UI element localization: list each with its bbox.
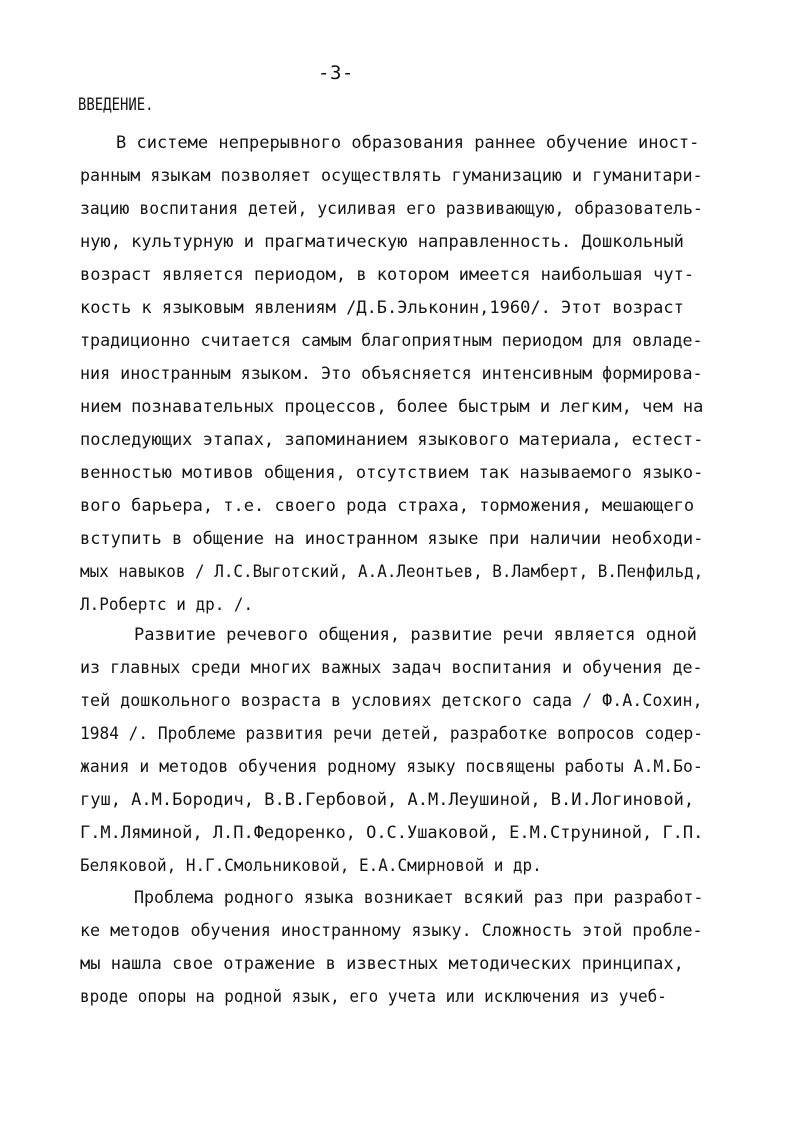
text-line: тей дошкольного возраста в условиях детского сада / Ф.А.Сохин, [80, 691, 703, 711]
text-line: Л.Робертс и др. /. [80, 595, 254, 615]
text-line: ния иностранным языком. Это объясняется интенсивным формирова- [80, 364, 703, 384]
text-line: вроде опоры на родной язык, его учета или исключения из учеб- [80, 987, 667, 1007]
text-line: В системе непрерывного образования раннее обучение иност- [116, 133, 700, 153]
section-heading: ВВЕДЕНИЕ. [78, 95, 154, 115]
text-line: Беляковой, Н.Г.Смольниковой, Е.А.Смирновой и др. [80, 856, 542, 876]
text-line: 1984 /. Проблеме развития речи детей, разработке вопросов содер- [80, 724, 704, 744]
text-line: зацию воспитания детей, усиливая его развивающую, образователь- [80, 199, 703, 219]
text-line: вого барьера, т.е. своего рода страха, торможения, мешающего [80, 496, 695, 516]
text-line: традиционно считается самым благоприятным периодом для овладе- [80, 331, 703, 351]
text-line: из главных среди многих важных задач воспитания и обучения де- [80, 658, 703, 678]
page-number: -3- [318, 62, 354, 84]
text-line: ке методов обучения иностранному языку. Сложность этой пробле- [80, 921, 703, 941]
text-line: венностью мотивов общения, отсутствием так называемого языко- [80, 463, 704, 483]
text-line: жания и методов обучения родному языку посвящены работы А.М.Бо- [80, 757, 703, 777]
text-line: мы нашла свое отражение в известных методических принципах, [80, 954, 684, 974]
text-line: кость к языковым явлениям /Д.Б.Эльконин,1960/. Этот возраст [80, 298, 684, 318]
text-line: гуш, А.М.Бородич, В.В.Гербовой, А.М.Леушиной, В.И.Логиновой, [80, 790, 695, 810]
text-line: возраст является периодом, в котором имеется наибольшая чут- [80, 265, 695, 285]
text-line: Развитие речевого общения, развитие речи является одной [134, 625, 697, 645]
text-line: последующих этапах, запоминанием языкового материала, естест- [80, 430, 704, 450]
text-line: нием познавательных процессов, более быстрым и легким, чем на [80, 397, 704, 417]
text-line: ную, культурную и прагматическую направленность. Дошкольный [80, 232, 684, 252]
text-line: Г.М.Ляминой, Л.П.Федоренко, О.С.Ушаковой, Е.М.Струниной, Г.П. [80, 823, 704, 843]
text-line: ранным языкам позволяет осуществлять гуманизацию и гуманитари- [80, 166, 703, 186]
text-line: мых навыков / Л.С.Выготский, А.А.Леонтьев, В.Ламберт, В.Пенфильд, [80, 562, 704, 582]
text-line: Проблема родного языка возникает всякий раз при разработ- [134, 888, 704, 908]
text-line: вступить в общение на иностранном языке при наличии необходи- [80, 529, 704, 549]
